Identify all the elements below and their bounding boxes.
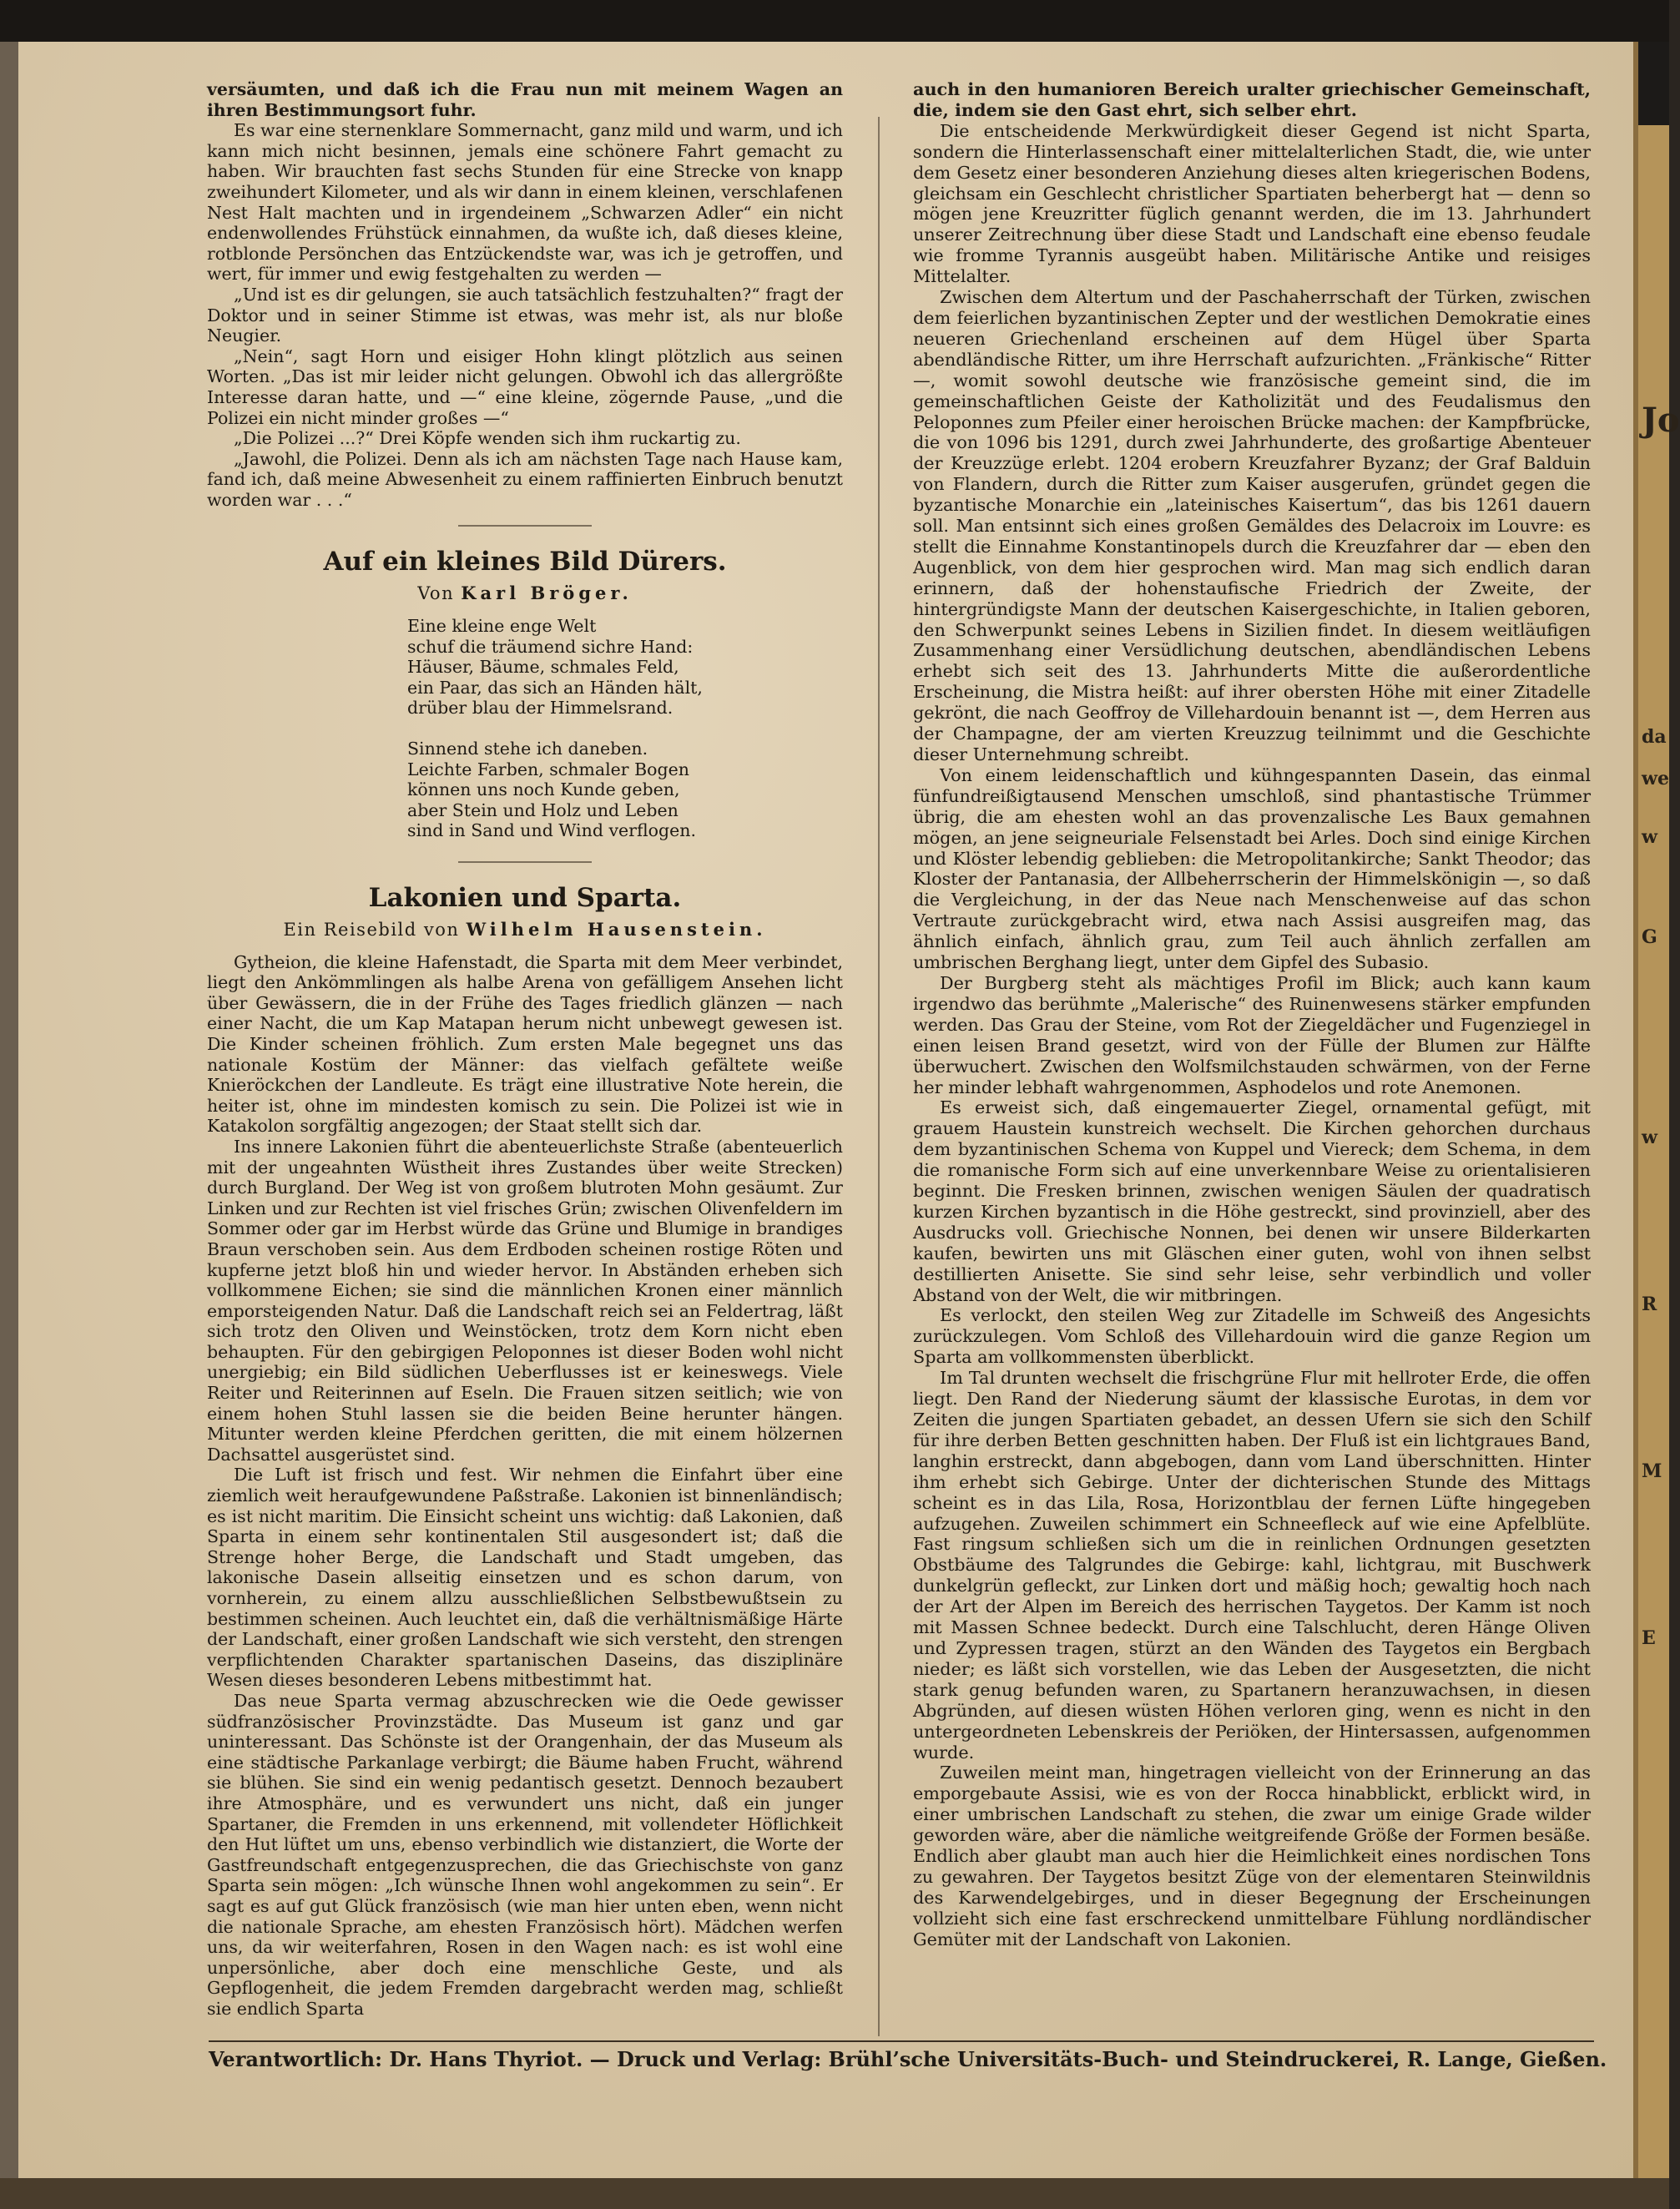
article-paragraph: Es verlockt, den steilen Weg zur Zitadelle im Schweiß des Angesichts zurückzulegen. Vom Schloß des Villehardouin wird die ganze Region um Sparta am vollkommensten überblickt. bbox=[913, 1305, 1591, 1368]
article-author: Wilhelm Hausenstein. bbox=[466, 919, 767, 940]
imprint-footer: Verantwortlich: Dr. Hans Thyriot. — Druck und Verlag: Brühl’sche Universitäts-Buch- und Steindruckerei, R. Lange, Gießen. bbox=[209, 2040, 1594, 2071]
edge-glyph: Jo bbox=[1642, 401, 1680, 440]
scan-border-bottom bbox=[0, 2178, 1669, 2209]
story-paragraph: „Die Polizei ...?“ Drei Köpfe wenden sich ihm ruckartig zu. bbox=[234, 428, 741, 449]
article-continuation: auch in den humanioren Bereich uralter griechischer Gemeinschaft, die, indem sie den Gast ehrt, sich selber ehrt. bbox=[913, 79, 1591, 120]
article-paragraph: Ins innere Lakonien führt die abenteuerlichste Straße (abenteuerlich mit der ungeahnten Wüstheit ihres Zustandes über weite Strecken) durch Burgland. Der Weg ist von großem blutroten Mohn gesäumt. Zur Linken und zur Rechten ist viel frisches Grün; zwischen Olivenfeldern im Sommer oder gar im Herbst würde das Grüne und Blumige in brandiges Braun verschoben sein. Aus dem Erdboden scheinen rostige Röten und kupferne jetzt bloß hin und wieder hervor. In Abständen erheben sich vollkommene Eichen; sie sind die männlichen Kronen einer männlich emporsteigenden Natur. Daß die Landschaft reich sei an Feldertrag, läßt sich trotz den Oliven und Weinstöcken, trotz dem Korn nicht eben behaupten. Für den gebirgigen Peloponnes ist dieser Boden wohl nicht unergiebig; ein Bild südlichen Ueberflusses ist er keineswegs. Viele Reiter und Reiterinnen auf Eseln. Die Frauen sitzen seitlich; wie von einem hohen Stuhl lassen sie die beiden Beine herunter hängen. Mitunter werden kleine Pferdchen geritten, die mit einem hölzernen Dachsattel ausgerüstet sind. bbox=[207, 1136, 843, 1465]
poem-line: drüber blau der Himmelsrand. bbox=[407, 698, 674, 719]
article-paragraph: Die Luft ist frisch und fest. Wir nehmen die Einfahrt über eine ziemlich weit heraufgewundene Paßstraße. Lakonien ist binnenländisch; es ist nicht maritim. Die Einsicht scheint uns wichtig: daß Lakonien, daß Sparta in einem sehr kontinentalen Stil ausgesondert ist; daß die Strenge hoher Berge, die Landschaft und Stadt umgeben, das lakonische Dasein allseitig einsetzen und es schon darum, von vornherein, zu einem allzu ausschließlichen Selbstbewußtsein zu bestimmen scheinen. Auch leuchtet ein, daß die verhältnismäßige Härte der Landschaft, einer großen Landschaft wie sich versteht, den strengen verpflichtenden Charakter spartanischen Daseins, das disziplinäre Wesen dieses besonderen Lebens mitbestimmt hat. bbox=[207, 1465, 843, 1691]
story-paragraph: „Jawohl, die Polizei. Denn als ich am nächsten Tage nach Hause kam, fand ich, daß meine Abwesenheit zu einem raffinierten Einbruch benutzt worden war . . .“ bbox=[207, 448, 843, 510]
section-divider bbox=[458, 525, 592, 527]
scan-border-top bbox=[0, 0, 1669, 42]
poem-stanza bbox=[407, 739, 843, 841]
poem-title: Auf ein kleines Bild Dürers. bbox=[323, 547, 727, 577]
edge-dark-corner bbox=[1638, 42, 1669, 125]
poem-line: Leichte Farben, schmaler Bogen bbox=[407, 759, 689, 779]
poem-line: ein Paar, das sich an Händen hält, bbox=[407, 677, 703, 698]
edge-glyph: we bbox=[1642, 768, 1669, 789]
edge-glyph: R bbox=[1642, 1294, 1657, 1315]
edge-glyph: G bbox=[1642, 926, 1657, 948]
poem-line: sind in Sand und Wind verflogen. bbox=[407, 820, 696, 841]
story-paragraph: Es war eine sternenklare Sommernacht, ganz mild und warm, und ich kann mich nicht besinnen, jemals eine schönere Fahrt gemacht zu haben. Wir brauchten fast sechs Stunden für eine Strecke von knapp zweihundert Kilometer, und als wir dann in einem kleinen, verschlafenen Nest Halt machten und in irgendeinem „Schwarzen Adler“ ein nicht endenwollendes Frühstück einnahmen, da wußte ich, daß dieses kleine, rotblonde Persönchen das Entzückendste war, was ich je getroffen, und wert, für immer und ewig festgehalten zu werden — bbox=[207, 120, 843, 285]
poem-line: schuf die träumend sichre Hand: bbox=[407, 636, 694, 657]
edge-glyph: w bbox=[1642, 826, 1657, 848]
poem-line: Häuser, Bäume, schmales Feld, bbox=[407, 657, 679, 678]
article-paragraph: Zwischen dem Altertum und der Paschaherrschaft der Türken, zwischen dem feierlichen byzantinischen Zepter und der westlichen Demokratie eines neueren Griechenland erscheinen auf dem Hügel über Sparta abendländische Ritter, um ihre Herrschaft aufzurichten. „Fränkische“ Ritter —, womit sowohl deutsche wie französische gemeint sind, die im gemeinschaftlichen Geiste der Katholizität und des Feudalismus den Peloponnes zum Pfeiler einer heroischen Brücke machen: der Kampfbrücke, die von 1096 bis 1291, durch zwei Jahrhunderte, des großartige Abenteuer der Kreuzzüge erlebt. 1204 erobern Kreuzfahrer Byzanz; der Graf Balduin von Flandern, durch die Ritter zum Kaiser ausgerufen, gründet gegen die byzantische Monarchie ein „lateinisches Kaisertum“, das bis 1261 dauern soll. Man entsinnt sich eines großen Gemäldes des Delacroix im Louvre: es stellt die Einnahme Konstantinopels durch die Kreuzfahrer dar — eben den Augenblick, von dem hier gesprochen wird. Man mag sich endlich daran erinnern, daß der hohenstaufische Friedrich der Zweite, der hintergründigste Mann der deutschen Kaisergeschichte, in Italien geboren, den Schwerpunkt seines Lebens in Sizilien findet. In diesem weitläufigen Zusammenhang einer Versüdlichung deutschen, abendländischen Lebens erhebt sich seit des 13. Jahrhunderts Mitte die außerordentliche Erscheinung, die Mistra heißt: auf ihrer obersten Höhe mit einer Zitadelle gekrönt, die nach Geoffroy de Villehardouin benannt ist —, dem Herren aus der Champagne, der am vierten Kreuzzug teilnimmt und die Geschichte dieser Unternehmung schreibt. bbox=[913, 287, 1591, 764]
poem-author: Karl Bröger. bbox=[461, 583, 633, 604]
poem-body bbox=[407, 616, 843, 841]
edge-glyph: da bbox=[1642, 726, 1667, 748]
article-title: Lakonien und Sparta. bbox=[368, 883, 682, 913]
poem-line: können uns noch Kunde geben, bbox=[407, 779, 680, 800]
edge-glyph: M bbox=[1642, 1460, 1662, 1482]
story-paragraph: „Und ist es dir gelungen, sie auch tatsächlich festzuhalten?“ fragt der Doktor und in seiner Stimme ist etwas, was mehr ist, als nur bloße Neugier. bbox=[207, 284, 843, 346]
right-column bbox=[913, 79, 1591, 1950]
poem-line: Eine kleine enge Welt bbox=[407, 616, 597, 637]
story-ending-paragraph: versäumten, und daß ich die Frau nun mit meinem Wagen an ihren Bestimmungsort fuhr. bbox=[207, 79, 843, 120]
article-paragraph: Zuweilen meint man, hingetragen vielleicht von der Erinnerung an das emporgebaute Assisi, wie es von der Rocca hinabblickt, erblickt wird, in einer umbrischen Landschaft zu stehen, die zwar um einige Grade wilder geworden wäre, aber die nämliche weitgreifende Größe der Formen besäße. Endlich aber glaubt man auch hier die Heimlichkeit eines nordischen Tons zu gewahren. Der Taygetos besitzt Züge von der elementaren Steinwildnis des Karwendelgebirges, und in dieser Begegnung der Erscheinungen vollzieht sich eine fast erschreckend unmittelbare Fühlung nordländischer Gemüter mit der Landschaft von Lakonien. bbox=[913, 1763, 1591, 1949]
story-paragraph: „Nein“, sagt Horn und eisiger Hohn klingt plötzlich aus seinen Worten. „Das ist mir leider nicht gelungen. Obwohl ich das allergrößte Interesse daran hatte, und —“ eine kleine, zögernde Pause, „und die Polizei ein nicht minder großes —“ bbox=[207, 345, 843, 428]
byline-prefix: Von bbox=[417, 583, 455, 604]
edge-glyph: w bbox=[1642, 1127, 1657, 1148]
article-paragraph: Gytheion, die kleine Hafenstadt, die Sparta mit dem Meer verbindet, liegt den Ankömmlingen als halbe Arena von gefälligem Ansehen licht über Gewässern, die in der Frühe des Tages friedlich glänzen — nach einer Nacht, die um Kap Matapan herum nicht unbewegt gewesen ist. Die Kinder scheinen fröhlich. Zum ersten Male begegnet uns das nationale Kostüm der Männer: das vielfach gefältete weiße Knieröckchen der Landleute. Es trägt eine illustrative Note herein, die heiter ist, ohne im mindesten komisch zu sein. Die Polizei ist wie in Katakolon sorgfältig angezogen; der Staat stellt sich dar. bbox=[207, 951, 843, 1137]
article-paragraph: Im Tal drunten wechselt die frischgrüne Flur mit hellroter Erde, die offen liegt. Den Rand der Niederung säumt der klassische Eurotas, in dem vor Zeiten die jungen Spartiaten gebadet, an dessen Ufern sie sich den Schilf für ihre derben Betten geschnitten haben. Der Fluß ist ein lichtgraues Band, langhin erstreckt, dann abgebogen, dann vom Land überschnitten. Hinter ihm erhebt sich Gebirge. Unter der dichterischen Stunde des Mittags scheint es in das Lila, Rosa, Horizontblau der fernen Lüfte hingegeben aufzugehen. Zuweilen schimmert ein Schneefleck auf wie eine Apfelblüte. Fast ringsum schließen sich um die in reinlichen Ordnungen gesetzten Obstbäume des Talgrundes die Gebirge: kahl, lichtgrau, mit Buschwerk dunkelgrün gefleckt, zur Linken dort und mäßig hoch; gewaltig hoch nach der Art der Alpen im Bereich des herrischen Taygetos. Der Kamm ist noch mit Massen Schnee bedeckt. Durch eine Talschlucht, deren Hänge Oliven und Zypressen tragen, stürzt an den Wänden des Taygetos ein Bergbach nieder; es läßt sich vorstellen, wie das Leben der Ausgesetzten, die nicht stark genug befunden waren, zu Spartanern heranzuwachsen, in diesen Abgründen, auf diesen wüsten Höhen verloren ging, wenn es nicht in den untergeordneten Lebenskreis der Periöken, der Hintersassen, aufgenommen wurde. bbox=[913, 1368, 1591, 1763]
poem-stanza bbox=[407, 616, 843, 719]
poem-line: Sinnend stehe ich daneben. bbox=[407, 739, 648, 759]
left-column bbox=[207, 79, 843, 2019]
article-byline bbox=[207, 920, 843, 941]
adjacent-page-edge bbox=[1638, 42, 1680, 2178]
section-divider bbox=[458, 861, 592, 863]
binding-edge bbox=[0, 42, 18, 2209]
article-paragraph: Der Burgberg steht als mächtiges Profil im Blick; auch kann kaum irgendwo das berühmte „Malerische“ des Ruinenwesens stärker empfunden werden. Das Grau der Steine, vom Rot der Ziegeldächer und Fugenziegel in einen leisen Brand gesetzt, wird von der Fülle der Blumen zur Hälfte überwuchert. Zwischen den Wolfsmilchstauden schwärmen, von der Ferne her minder lebhaft wahrgenommen, Asphodelos und rote Anemonen. bbox=[913, 972, 1591, 1097]
article-paragraph: Von einem leidenschaftlich und kühngespannten Dasein, das einmal fünfundreißigtausend Menschen umschloß, sind phantastische Trümmer übrig, die am ehesten wohl an das provenzalische Les Baux gemahnen mögen, an jene seigneuriale Felsenstadt bei Arles. Doch sind einige Kirchen und Klöster lebendig geblieben: die Metropolitankirche; Sankt Theodor; das Kloster der Pantanasia, der Allbeherrscherin der Himmelskönigin —, so daß die Vergleichung, in der das Neue nach Menschenweise auf das schon Vertraute zurückgebracht wird, etwa nach Assisi ausgreifen mag, das ähnlich einfach, ähnlich grau, zum Teil auch ähnlich zerfallen am umbrischen Berghang liegt, unter dem Gipfel des Subasio. bbox=[913, 764, 1591, 973]
article-paragraph: Das neue Sparta vermag abzuschrecken wie die Oede gewisser südfranzösischer Provinzstädte. Das Museum ist ganz und gar uninteressant. Das Schönste ist der Orangenhain, der das Museum als eine städtische Parkanlage verbirgt; die Bäume haben Frucht, während sie blühen. Sie sind ein wenig pedantisch gesetzt. Dennoch bezaubert ihre Atmosphäre, und es verwundert uns nicht, daß ein junger Spartaner, die Fremden in uns erkennend, mit vollendeter Höflichkeit den Hut lüftet um uns, ebenso verbindlich wie distanziert, die Worte der Gastfreundschaft entgegenzusprechen, die das Griechischste von ganz Sparta sein mögen: „Ich wünsche Ihnen wohl angekommen zu sein“. Er sagt es auf gut Glück französisch (wie man hier unten eben, wenn nicht die nationale Sprache, am ehesten Französisch hört). Mädchen werfen uns, da wir weiterfahren, Rosen in den Wagen nach: es ist wohl eine unpersönliche, aber doch eine menschliche Geste, und als Gepflogenheit, die jedem Fremden dargebracht werden mag, schließt sie endlich Sparta bbox=[207, 1690, 843, 2019]
edge-glyph: E bbox=[1642, 1627, 1656, 1649]
poem-byline bbox=[207, 583, 843, 604]
byline-prefix: Ein Reisebild von bbox=[283, 920, 460, 940]
poem-line: aber Stein und Holz und Leben bbox=[407, 799, 679, 820]
article-paragraph: Die entscheidende Merkwürdigkeit dieser Gegend ist nicht Sparta, sondern die Hinterlassenschaft einer mittelalterlichen Stadt, die, wie unter dem Gesetz einer besonderen Anziehung dieses alten kriegerischen Bodens, gleichsam ein Geschlecht christlicher Spartiaten beherbergt hat — denn so mögen jene Kreuzritter füglich genannt werden, die im 13. Jahrhundert unserer Zeitrechnung über diese Stadt und Landschaft eine ebenso feudale wie fromme Tyrannis ausgeübt haben. Militärische Antike und reisiges Mittelalter. bbox=[913, 120, 1591, 287]
column-rule bbox=[878, 117, 880, 2036]
article-paragraph: Es erweist sich, daß eingemauerter Ziegel, ornamental gefügt, mit grauem Haustein kunstreich wechselt. Die Kirchen gehorchen durchaus dem byzantinischen Schema von Kuppel und Viereck; dem Schema, in dem die romanische Form sich auf eine unverkennbare Weise zu orientalisieren beginnt. Die Fresken brinnen, zwischen wenigen Säulen der quadratisch kurzen Kirchen byzantisch in die Höhe gestreckt, sind provinziell, aber des Ausdrucks voll. Griechische Nonnen, bei denen wir unsere Bilderkarten kaufen, bewirten uns mit Gläschen einer guten, wohl von ihnen selbst destillierten Anisette. Sie sind sehr leise, sehr verbindlich und voller Abstand von der Welt, die wir mitbringen. bbox=[913, 1097, 1591, 1305]
